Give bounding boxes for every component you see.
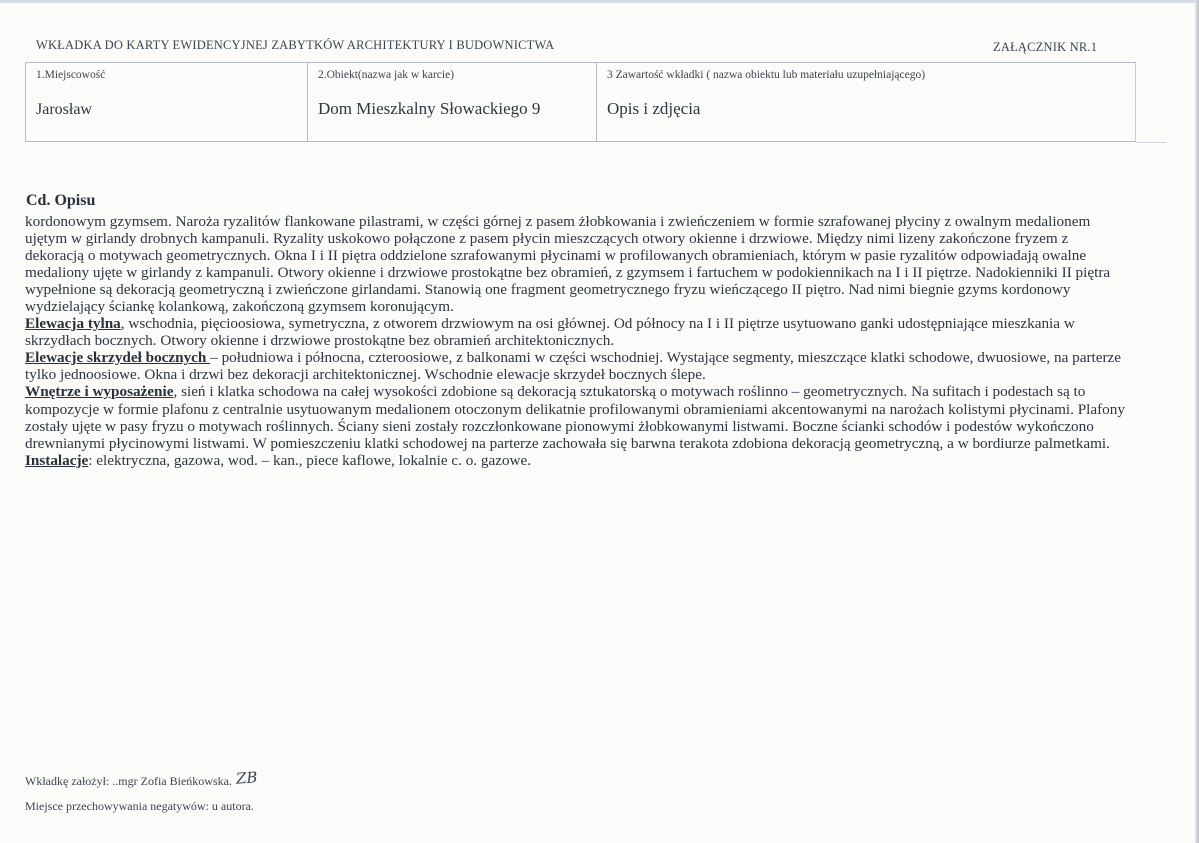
intro-paragraph bbox=[25, 213, 1125, 315]
side-wings-paragraph bbox=[25, 349, 1125, 383]
interior-heading: Wnętrze i wyposażenie bbox=[25, 383, 174, 401]
document-header-title: WKŁADKA DO KARTY EWIDENCYJNEJ ZABYTKÓW ARCHITEKTURY I BUDOWNICTWA bbox=[36, 38, 555, 52]
insert-content-field bbox=[597, 63, 1135, 141]
header-fields-table bbox=[25, 62, 1136, 142]
rear-elevation-paragraph bbox=[25, 315, 1125, 349]
section-title: Cd. Opisu bbox=[26, 192, 96, 209]
locality-value: Jarosław bbox=[36, 101, 92, 118]
side-wings-text: – południowa i północna, czteroosiowe, z balkonami w części wschodniej. Wystające segmenty, mieszczące klatki schodowe, dwuosiowe, na parterze tylko jednoosiowe. Okna i drzwi bez dekoracji architektonicznej. Wschodnie elewacje skrzydeł bocznych ślepe. bbox=[25, 349, 1122, 384]
negatives-location-line: Miejsce przechowywania negatywów: u autora. bbox=[25, 799, 254, 813]
prepared-by-line bbox=[25, 768, 258, 789]
installations-paragraph bbox=[25, 452, 1125, 469]
intro-text: kordonowym gzymsem. Naroża ryzalitów flankowane pilastrami, w części górnej z pasem żłobkowania i zwieńczeniem w formie szrafowanej płyciny z owalnym medalionem ujętym w girlandy drobnych kampanuli. Ryzality uskokowo połączone z pasem płycin mieszczących otwory okienne i drzwiowe. Między nimi lizeny zakończone fryzem z dekoracją o motywach geometrycznych. Okna I i II piętra oddzielone szrafowanymi płycinami w profilowanych obramieniach, którym w pasie ryzalitów odpowiadają owalne medaliony ujęte w girlandy z kampanuli. Otwory okienne i drzwiowe prostokątne bez obramień, z gzymsem i fartuchem w podokiennikach na I i II piętrze. Nadokienniki II piętra wypełnione są dekoracją geometryczną i zwieńczone girlandami. Stanowią one fragment geometrycznego fryzu wieńczącego II piętro. Nad nimi biegnie gzyms kordonowy wydzielający ściankę kolankową, zakończoną gzymsem koronującym. bbox=[25, 213, 1111, 316]
scan-right-edge bbox=[1195, 0, 1199, 843]
rear-elevation-heading: Elewacja tylna bbox=[25, 315, 121, 333]
prepared-by-text: Wkładkę założył: ..mgr Zofia Bieńkowska. bbox=[25, 774, 232, 788]
locality-label: 1.Miejscowość bbox=[36, 69, 106, 81]
installations-heading: Instalacje bbox=[25, 451, 89, 469]
locality-field bbox=[26, 63, 308, 141]
installations-text: : elektryczna, gazowa, wod. – kan., piece kaflowe, lokalnie c. o. gazowe. bbox=[88, 451, 532, 469]
side-wings-heading: Elewacje skrzydeł bocznych bbox=[25, 349, 211, 367]
handwritten-signature: ZB bbox=[235, 768, 258, 788]
insert-content-label: 3 Zawartość wkładki ( nazwa obiektu lub materiału uzupełniającego) bbox=[607, 69, 926, 81]
object-label: 2.Obiekt(nazwa jak w karcie) bbox=[318, 69, 455, 81]
attachment-number: ZAŁĄCZNIK NR.1 bbox=[993, 40, 1098, 54]
object-field bbox=[308, 63, 597, 141]
scan-top-edge bbox=[0, 0, 1199, 3]
table-rule-extension bbox=[1136, 142, 1166, 143]
object-value: Dom Mieszkalny Słowackiego 9 bbox=[318, 99, 541, 118]
description-body bbox=[25, 213, 1125, 469]
interior-text: , sień i klatka schodowa na całej wysokości zdobione są dekoracją sztukatorską o motywach roślinno – geometrycznych. Na sufitach i podestach są to kompozycje w formie plafonu z centralnie usytuowanym medalionem otoczonym delikatnie profilowanymi obramieniami akcentowanymi na narożach kolistymi płycinami. Plafony zostały ujęte w pasy fryzu o motywach roślinnych. Ściany sieni zostały rozczłonkowane pionowymi żłobkowanymi listwami. Boczne ścianki schodów i podestów wykończono drewnianymi płycinowymi listwami. W pomieszczeniu klatki schodowej na parterze zachowała się barwna terakota zdobiona dekoracją geometryczną, a w bordiurze palmetkami. bbox=[25, 383, 1125, 452]
rear-elevation-text: , wschodnia, pięcioosiowa, symetryczna, z otworem drzwiowym na osi głównej. Od północy na I i II piętrze usytuowano ganki udostępniające mieszkania w skrzydłach bocznych. Otwory okienne i drzwiowe prostokątne bez obramień architektonicznych. bbox=[25, 315, 1075, 350]
insert-content-value: Opis i zdjęcia bbox=[607, 99, 701, 118]
interior-paragraph bbox=[25, 383, 1125, 451]
